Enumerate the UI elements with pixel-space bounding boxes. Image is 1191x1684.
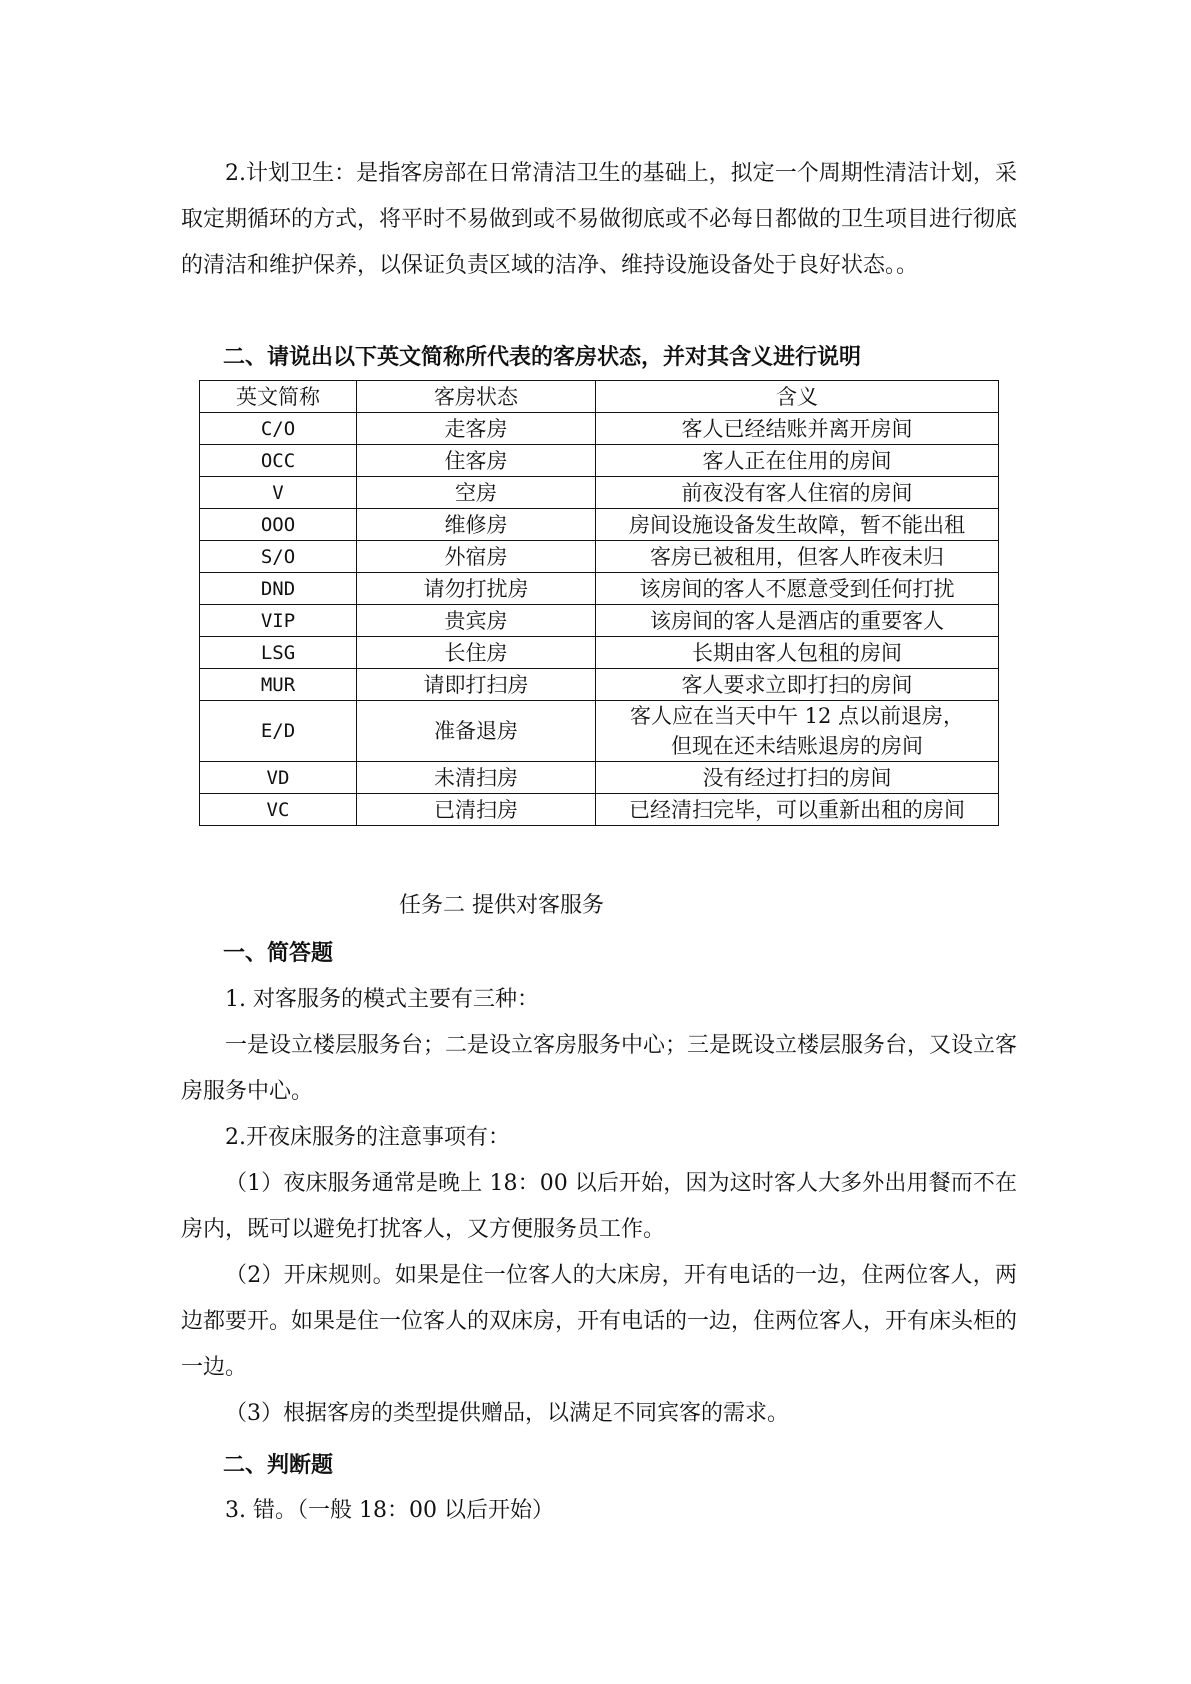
- table-row: [200, 477, 999, 509]
- meaning-cell: 该房间的客人不愿意受到任何打扰: [596, 573, 999, 605]
- meaning-cell: [596, 701, 999, 762]
- question-1-answer: 一是设立楼层服务台；二是设立客房服务中心；三是既设立楼层服务台，又设立客房服务中心。: [181, 1033, 1018, 1104]
- status-cell: 外宿房: [357, 541, 596, 573]
- meaning-cell: 客房已被租用，但客人昨夜未归: [596, 541, 999, 573]
- abbr-cell: LSG: [200, 637, 357, 669]
- meaning-cell: 客人要求立即打扫的房间: [596, 669, 999, 701]
- table-row: [200, 794, 999, 826]
- table-header-row: [200, 381, 999, 413]
- abbr-cell: V: [200, 477, 357, 509]
- task2-title-block: [399, 883, 799, 929]
- status-cell: 已清扫房: [357, 794, 596, 826]
- section-heading: 一、简答题: [223, 940, 334, 966]
- column-header: 客房状态: [357, 381, 596, 413]
- task-title: 任务二 提供对客服务: [399, 893, 604, 918]
- status-cell: 准备退房: [357, 701, 596, 762]
- status-cell: 走客房: [357, 413, 596, 445]
- meaning-line: 但现在还未结账退房的房间: [671, 734, 923, 758]
- table-row: [200, 669, 999, 701]
- table-row: [200, 762, 999, 794]
- table-row: [200, 509, 999, 541]
- question-2: 2.开夜床服务的注意事项有：: [225, 1125, 510, 1150]
- section-heading: 二、请说出以下英文简称所代表的客房状态，并对其含义进行说明: [223, 344, 862, 370]
- abbr-cell: OOO: [200, 509, 357, 541]
- meaning-cell: 前夜没有客人住宿的房间: [596, 477, 999, 509]
- abbr-cell: VC: [200, 794, 357, 826]
- room-status-table: [199, 380, 999, 826]
- meaning-cell: 客人正在住用的房间: [596, 445, 999, 477]
- status-cell: 贵宾房: [357, 605, 596, 637]
- status-cell: 维修房: [357, 509, 596, 541]
- sec1-heading-block: [223, 930, 1059, 976]
- meaning-line: 客人应在当天中午 12 点以前退房，: [629, 704, 965, 728]
- status-cell: 请勿打扰房: [357, 573, 596, 605]
- abbr-cell: S/O: [200, 541, 357, 573]
- section-heading: 二、判断题: [223, 1452, 334, 1478]
- meaning-cell: 没有经过打扫的房间: [596, 762, 999, 794]
- status-cell: 住客房: [357, 445, 596, 477]
- column-header: 含义: [596, 381, 999, 413]
- table-row: [200, 701, 999, 762]
- status-cell: 长住房: [357, 637, 596, 669]
- abbr-cell: DND: [200, 573, 357, 605]
- abbr-cell: C/O: [200, 413, 357, 445]
- abbr-cell: VD: [200, 762, 357, 794]
- meaning-cell: 房间设施设备发生故障，暂不能出租: [596, 509, 999, 541]
- judgement-answer-3: 3. 错。（一般 18：00 以后开始）: [225, 1498, 554, 1523]
- abbr-cell: E/D: [200, 701, 357, 762]
- status-cell: 请即打扫房: [357, 669, 596, 701]
- table-row: [200, 605, 999, 637]
- intro-block: [181, 151, 1017, 289]
- table-row: [200, 541, 999, 573]
- table-row: [200, 573, 999, 605]
- sec2-heading-block: [223, 1442, 1059, 1488]
- status-cell: 未清扫房: [357, 762, 596, 794]
- abbr-cell: VIP: [200, 605, 357, 637]
- meaning-cell: 客人已经结账并离开房间: [596, 413, 999, 445]
- abbr-cell: OCC: [200, 445, 357, 477]
- abbr-cell: MUR: [200, 669, 357, 701]
- qa-block: [181, 977, 1017, 1437]
- question-2-item-3: （3）根据客房的类型提供赠品，以满足不同宾客的需求。: [225, 1401, 789, 1426]
- status-cell: 空房: [357, 477, 596, 509]
- plan-cleaning-paragraph: 2.计划卫生：是指客房部在日常清洁卫生的基础上，拟定一个周期性清洁计划，采取定期循环的方式，将平时不易做到或不易做彻底或不必每日都做的卫生项目进行彻底的清洁和维护保养，以保证负责区域的洁净、维持设施设备处于良好状态。。: [181, 161, 1018, 278]
- meaning-cell: 已经清扫完毕，可以重新出租的房间: [596, 794, 999, 826]
- table-row: [200, 637, 999, 669]
- meaning-cell: 长期由客人包租的房间: [596, 637, 999, 669]
- section2-heading-block: [223, 334, 1059, 380]
- question-2-item-2: （2）开床规则。如果是住一位客人的大床房，开有电话的一边，住两位客人，两边都要开。如果是住一位客人的双床房，开有电话的一边，住两位客人，开有床头柜的一边。: [181, 1263, 1018, 1380]
- column-header: 英文简称: [200, 381, 357, 413]
- meaning-cell: 该房间的客人是酒店的重要客人: [596, 605, 999, 637]
- judge-block: [181, 1488, 1017, 1534]
- table-row: [200, 445, 999, 477]
- question-2-item-1: （1）夜床服务通常是晚上 18：00 以后开始，因为这时客人大多外出用餐而不在房内，既可以避免打扰客人，又方便服务员工作。: [181, 1171, 1017, 1242]
- table-row: [200, 413, 999, 445]
- question-1: 1. 对客服务的模式主要有三种：: [225, 987, 539, 1012]
